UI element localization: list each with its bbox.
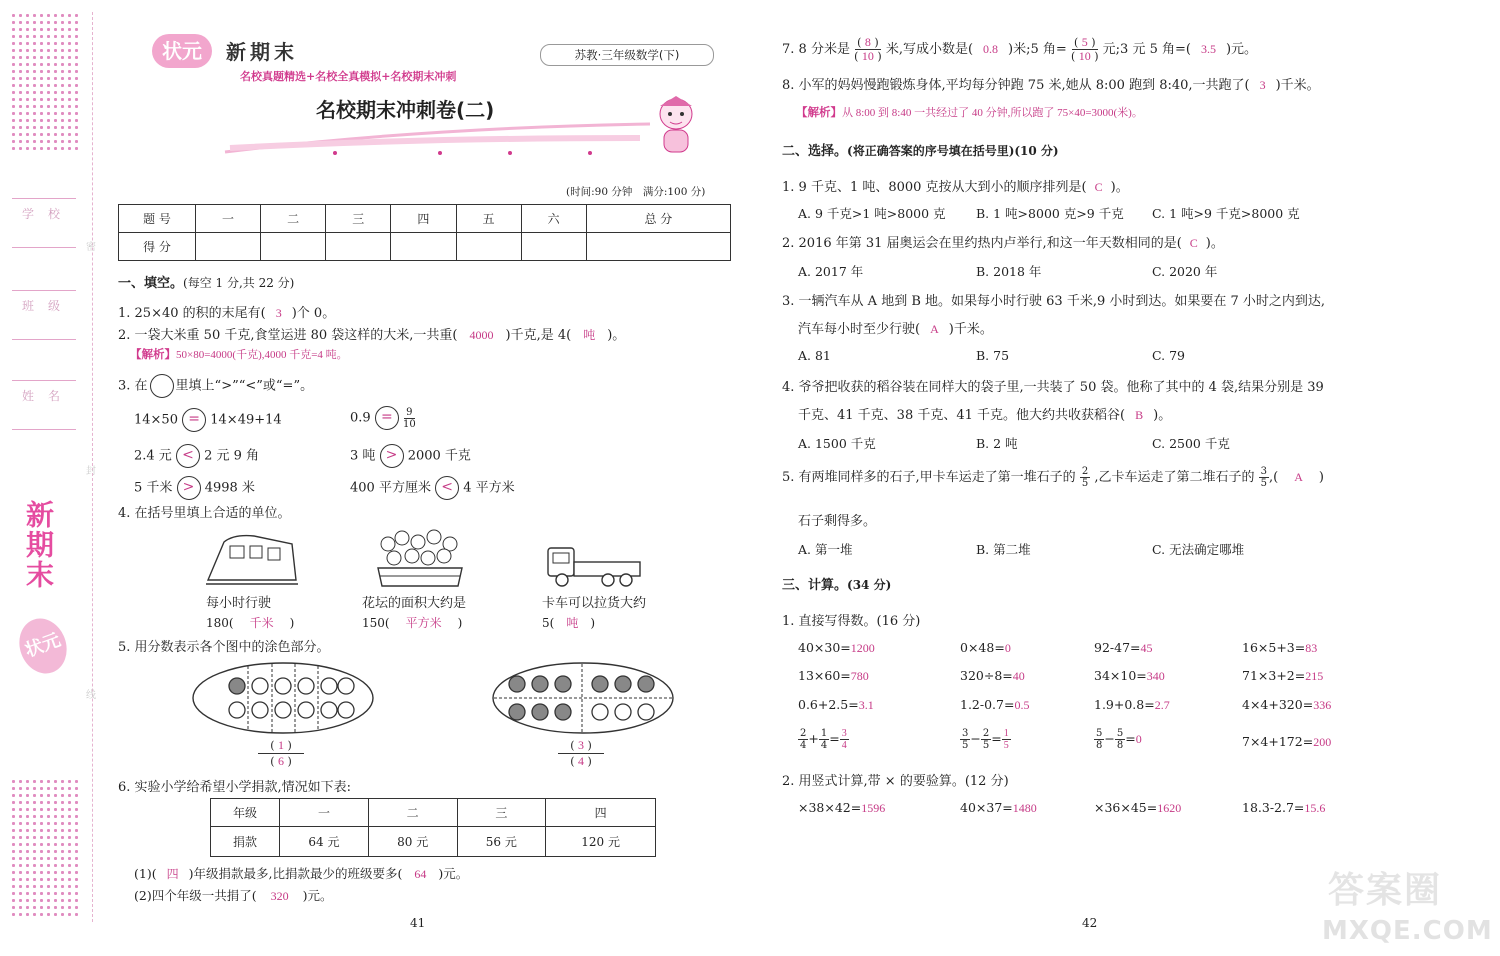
- calc-answer[interactable]: 1200: [850, 641, 875, 655]
- q1-2-mid: )千克,是 4(: [505, 328, 572, 343]
- q1-4: 4. 在括号里填上合适的单位。: [118, 506, 291, 521]
- choice-3-line1: 3. 一辆汽车从 A 地到 B 地。如果每小时行驶 63 千米,9 小时到达。如果要在 7 小时之内到达,: [782, 294, 1326, 309]
- fraction-denominator: 10: [402, 418, 416, 430]
- q4-tail-2: ): [457, 616, 463, 630]
- vertical-calc-1: [798, 800, 885, 816]
- score-cell[interactable]: [196, 233, 261, 261]
- q4-unit-1[interactable]: 千米: [249, 616, 274, 630]
- q4-tail-3: ): [590, 616, 596, 630]
- compare-1-right: 14×49+14: [210, 412, 282, 428]
- compare-6: [350, 476, 515, 500]
- choice-1-opt-b[interactable]: B. 1 吨>8000 克>9 千克: [976, 206, 1124, 221]
- q7-f1-num: 8: [864, 35, 871, 49]
- name-label: 姓名: [22, 389, 75, 403]
- calc-question: 92-47=: [1094, 640, 1141, 655]
- score-cell[interactable]: [456, 233, 521, 261]
- calc-part-2: 2. 用竖式计算,带 × 的要验算。(12 分): [782, 774, 1009, 789]
- q4-tail-1: ): [289, 616, 295, 630]
- compare-5: [134, 476, 255, 500]
- score-cell[interactable]: [586, 233, 730, 261]
- choice-4-answer[interactable]: B: [1135, 408, 1144, 422]
- calc-question: ×36×45=: [1094, 800, 1158, 815]
- calc-question: 34×10=: [1094, 668, 1147, 683]
- margin-dot-pattern-bottom: [10, 778, 82, 920]
- compare-2-fraction: [403, 407, 416, 430]
- score-header-4: 四: [391, 205, 456, 233]
- q8-answer[interactable]: 3: [1259, 78, 1266, 92]
- q1-2-tail: )。: [607, 328, 626, 343]
- choice-4-line2: [798, 404, 1171, 423]
- vertical-brand: 新期末: [22, 500, 55, 590]
- choice-4-opt-c[interactable]: C. 2500 千克: [1152, 436, 1230, 451]
- compare-5-right: 4998 米: [204, 480, 255, 496]
- choice-5-mid: ,乙卡车运走了第二堆石子的: [1094, 470, 1255, 485]
- q1-7: [782, 36, 1257, 63]
- calc-1-3: [1094, 640, 1153, 656]
- fraction: [981, 728, 991, 751]
- section-1-heading: 一、填空。: [118, 276, 184, 291]
- q1-2: [118, 324, 625, 343]
- score-header-0: 题 号: [119, 205, 196, 233]
- calc-answer[interactable]: 780: [850, 669, 869, 683]
- calc-frac-4: [1242, 734, 1331, 750]
- calc-2-2: [960, 668, 1025, 684]
- q1-3: [118, 374, 313, 398]
- choice-1-answer[interactable]: C: [1094, 180, 1103, 194]
- ellipse-figure-1: [190, 660, 376, 736]
- edition-badge: 苏教·三年级数学(下): [540, 44, 714, 66]
- section-3-title: [782, 574, 891, 593]
- q5-denominator-1: 6: [278, 754, 284, 768]
- calc-question: 7×4+172=: [1242, 734, 1314, 749]
- q4-caption-2: 花坛的面积大约是: [362, 596, 467, 611]
- truck-illustration: [544, 540, 644, 588]
- choice-1: [782, 176, 1129, 195]
- donation-header-3: 三: [457, 799, 546, 827]
- q7-f1-den: 10: [861, 49, 874, 63]
- q1-1-text: 1. 25×40 的积的末尾有(: [118, 306, 266, 321]
- compare-4-circle[interactable]: >: [380, 444, 404, 468]
- q6-1-answer-2[interactable]: 64: [414, 867, 427, 881]
- q7-mid1: 米,写成小数是(: [885, 42, 974, 57]
- q5-numerator-2: 3: [578, 738, 584, 752]
- donation-value-1: 64 元: [280, 827, 369, 857]
- choice-1-text: 1. 9 千克、1 吨、8000 克按从大到小的顺序排列是(: [782, 180, 1087, 195]
- q1-2-analysis-text: 50×80=4000(千克),4000 千克=4 吨。: [176, 349, 348, 361]
- section-2-heading: 二、选择。: [782, 144, 848, 159]
- q4-value-1: 180(: [206, 616, 234, 630]
- calc-1-4: [1242, 640, 1317, 656]
- q1-1: [118, 302, 335, 321]
- fraction-denominator: 8: [1116, 740, 1124, 751]
- watermark-logo: 答案圈: [1328, 870, 1443, 911]
- name-field[interactable]: [12, 380, 76, 430]
- compare-3-left: 2.4 元: [134, 448, 172, 464]
- cut-mark-2: 封: [86, 466, 96, 477]
- q7-pre: 7. 8 分米是: [782, 42, 850, 57]
- page-title: 名校期末冲刺卷(二): [316, 98, 495, 122]
- fraction: [1094, 728, 1104, 751]
- class-label: 班级: [22, 299, 75, 313]
- calc-answer[interactable]: 0.5: [1014, 698, 1030, 712]
- header-logo: 状元: [152, 34, 212, 68]
- calc-2-3: [1094, 668, 1165, 684]
- fraction-denominator: 4: [841, 740, 847, 751]
- fraction-numerator: 9: [406, 406, 413, 418]
- fraction-denominator: 5: [962, 740, 969, 751]
- q8-tail: )千米。: [1275, 78, 1320, 93]
- q1-2-analysis: [130, 346, 348, 362]
- calc-answer[interactable]: 83: [1305, 641, 1318, 655]
- q5-denominator-2: 4: [578, 754, 584, 768]
- mascot-illustration: [648, 94, 704, 158]
- fraction-numerator: 5: [1096, 728, 1103, 739]
- fraction-numerator: 3: [841, 728, 847, 739]
- fraction-numerator: 2: [800, 728, 807, 739]
- ellipse-figure-2: [490, 660, 676, 736]
- calc-2-1: [798, 668, 869, 684]
- class-field[interactable]: [12, 290, 76, 340]
- q1-3-text: 3. 在: [118, 378, 148, 394]
- q4-answer-2: [362, 614, 462, 631]
- calc-answer[interactable]: 340: [1146, 669, 1165, 683]
- calc-3-3: [1094, 697, 1170, 713]
- compare-1: [134, 408, 282, 432]
- donation-row-label: 捐款: [211, 827, 280, 857]
- section-3-sub: (34 分): [847, 578, 892, 592]
- section-2-title: [782, 140, 1059, 159]
- flowerbed-illustration: [372, 528, 468, 590]
- q1-5: 5. 用分数表示各个图中的涂色部分。: [118, 640, 330, 655]
- q1-6: 6. 实验小学给希望小学捐款,情况如下表:: [118, 780, 352, 795]
- choice-4-line1: 4. 爷爷把收获的稻谷装在同样大的袋子里,一共装了 50 袋。他称了其中的 4 袋,结果分别是 39: [782, 380, 1324, 395]
- choice-5-opt-c[interactable]: C. 无法确定哪堆: [1152, 542, 1245, 557]
- q5-numerator-1: 1: [278, 738, 284, 752]
- calc-frac-1: $\frac{2}{4}$ + $\frac{1}{4}$ = $\frac{3}{4}$: [800, 728, 847, 751]
- q4-caption-3: 卡车可以拉货大约: [542, 596, 647, 611]
- donation-header-1: 一: [280, 799, 369, 827]
- fraction: [798, 728, 808, 751]
- donation-value-2: 80 元: [368, 827, 457, 857]
- q6-1-tail: )元。: [438, 866, 469, 881]
- q7-fraction-2[interactable]: $\frac{( 5 )}{( 10 )}$: [1070, 35, 1099, 63]
- score-header-2: 二: [261, 205, 326, 233]
- score-header-3: 三: [326, 205, 391, 233]
- q8-analysis-text: 从 8:00 到 8:40 一共经过了 40 分钟,所以跑了 75×40=3000(米)。: [842, 107, 1143, 119]
- fraction-denominator: 5: [982, 740, 990, 751]
- q7-tail: )元。: [1225, 42, 1258, 57]
- choice-5-opt-a[interactable]: A. 第一堆: [798, 542, 853, 557]
- choice-2: [782, 232, 1224, 251]
- choice-2-opt-c[interactable]: C. 2020 年: [1152, 264, 1218, 279]
- calc-answer[interactable]: 1596: [861, 801, 886, 815]
- calc-frac-3: $\frac{5}{8}$ − $\frac{5}{8}$ =0: [1096, 728, 1142, 751]
- train-illustration: [204, 530, 300, 588]
- choice-5-fraction-2: [1259, 466, 1269, 489]
- compare-5-circle[interactable]: >: [177, 476, 201, 500]
- choice-3-opt-b[interactable]: B. 75: [976, 348, 1010, 363]
- q8-text: 8. 小军的妈妈慢跑锻炼身体,平均每分钟跑 75 米,她从 8:00 跑到 8:40,一共跑了(: [782, 78, 1250, 93]
- q6-2-text: (2)四个年级一共捐了(: [134, 888, 257, 903]
- score-cell[interactable]: [521, 233, 586, 261]
- q1-2-answer-1[interactable]: 4000: [469, 328, 494, 342]
- compare-3: [134, 444, 259, 468]
- calc-question: 0×48=: [960, 640, 1005, 655]
- choice-5-fraction-1: [1080, 466, 1090, 489]
- donation-value-4: 120 元: [546, 827, 656, 857]
- calc-answer[interactable]: 1480: [1012, 801, 1037, 815]
- choice-1-opt-a[interactable]: A. 9 千克>1 吨>8000 克: [798, 206, 946, 221]
- compare-6-circle[interactable]: <: [435, 476, 459, 500]
- calc-answer[interactable]: 200: [1313, 735, 1332, 749]
- fraction: [1115, 728, 1125, 751]
- calc-question: 18.3-2.7=: [1242, 800, 1305, 815]
- calc-answer[interactable]: 3.1: [858, 698, 874, 712]
- score-cell[interactable]: [261, 233, 326, 261]
- q7-f2-num: 5: [1081, 35, 1088, 49]
- q7-mid2: )米;5 角=: [1008, 42, 1067, 57]
- q4-caption-1: 每小时行驶: [206, 596, 272, 611]
- watermark-url: MXQE.COM: [1322, 916, 1493, 946]
- q4-value-2: 150(: [362, 616, 390, 630]
- choice-2-answer[interactable]: C: [1189, 236, 1198, 250]
- q6-1-mid: )年级捐款最多,比捐款最少的班级要多(: [188, 866, 403, 881]
- choice-5-line1: 5. 有两堆同样多的石子,甲卡车运走了第一堆石子的 $\frac{2}{5}$ ,乙卡车运走了第二堆石子的 $\frac{3}{5}$ ,( A ): [782, 466, 1324, 489]
- time-info: (时间:90 分钟 满分:100 分): [566, 186, 706, 198]
- section-3-heading: 三、计算。: [782, 578, 848, 593]
- calc-answer[interactable]: [840, 728, 849, 751]
- calc-answer[interactable]: 0: [1135, 732, 1142, 746]
- calc-question: 71×3+2=: [1242, 668, 1306, 683]
- calc-question: 40×30=: [798, 640, 851, 655]
- q4-answer-3: [542, 614, 595, 631]
- fraction-numerator: 1: [1003, 728, 1009, 739]
- school-label: 学校: [22, 207, 75, 221]
- compare-5-left: 5 千米: [134, 480, 173, 496]
- choice-5-text: 5. 有两堆同样多的石子,甲卡车运走了第一堆石子的: [782, 470, 1076, 485]
- calc-frac-2: $\frac{3}{5}$ − $\frac{2}{5}$ = $\frac{1}{5}$: [962, 728, 1009, 751]
- page-number-right: 42: [1082, 916, 1098, 930]
- q6-2-answer[interactable]: 320: [270, 889, 289, 903]
- cut-mark-3: 线: [86, 690, 96, 701]
- q6-1-answer[interactable]: 四: [166, 867, 179, 881]
- fraction-numerator: 2: [1081, 466, 1089, 477]
- q1-3-tail: 里填上“>”“<”或“=”。: [175, 378, 314, 394]
- fraction: [960, 728, 970, 751]
- calc-question: 40×37=: [960, 800, 1013, 815]
- compare-3-circle[interactable]: <: [176, 444, 200, 468]
- fraction-numerator: 3: [962, 728, 969, 739]
- header-tagline: 名校真题精选+名校全真模拟+名校期末冲刺: [240, 70, 457, 83]
- q6-2: [134, 886, 332, 904]
- q7-fraction-1[interactable]: $\frac{( 8 )}{( 10 )}$: [854, 35, 882, 63]
- choice-4-opt-a[interactable]: A. 1500 千克: [798, 436, 876, 451]
- calc-answer[interactable]: [1002, 728, 1011, 751]
- compare-4-left: 3 吨: [350, 448, 376, 464]
- page-number-left: 41: [410, 916, 426, 930]
- choice-2-tail: )。: [1205, 236, 1224, 251]
- calc-answer[interactable]: 40: [1012, 669, 1025, 683]
- choice-4-opt-b[interactable]: B. 2 吨: [976, 436, 1018, 451]
- score-header-6: 六: [521, 205, 586, 233]
- calc-question: 4×4+320=: [1242, 697, 1314, 712]
- calc-answer[interactable]: 336: [1313, 698, 1332, 712]
- q5-answer-1[interactable]: ( 1 ) ( 6 ): [258, 738, 304, 769]
- calc-question: 16×5+3=: [1242, 640, 1306, 655]
- header-brand: 新期末: [226, 40, 298, 64]
- choice-2-text: 2. 2016 年第 31 届奥运会在里约热内卢举行,和这一年天数相同的是(: [782, 236, 1182, 251]
- choice-1-tail: )。: [1110, 180, 1129, 195]
- section-2-sub: (将正确答案的序号填在括号里)(10 分): [847, 144, 1059, 158]
- choice-3-tail: )千米。: [948, 322, 993, 337]
- q1-1-tail: )个 0。: [291, 306, 336, 321]
- calc-question: 13×60=: [798, 668, 851, 683]
- choice-3-text: 汽车每小时至少行驶(: [798, 322, 921, 337]
- choice-4-tail: )。: [1153, 408, 1172, 423]
- calc-1-2: [960, 640, 1011, 656]
- fraction: [819, 728, 829, 751]
- choice-3-opt-a[interactable]: A. 81: [798, 348, 831, 363]
- fraction-numerator: 5: [1116, 728, 1124, 739]
- compare-6-right: 4 平方米: [463, 480, 515, 496]
- q1-8: [782, 74, 1320, 93]
- side-logo: 状元: [12, 612, 74, 680]
- fraction-denominator: 5: [1260, 478, 1267, 489]
- q7-f2-den: 10: [1078, 49, 1091, 63]
- donation-value-3: 56 元: [457, 827, 546, 857]
- q7-answer-2[interactable]: 3.5: [1200, 42, 1216, 56]
- calc-answer[interactable]: 0: [1004, 641, 1011, 655]
- q8-analysis: [796, 104, 1143, 120]
- q4-unit-2[interactable]: 平方米: [405, 616, 442, 630]
- q7-mid3: 元;3 元 5 角=(: [1102, 42, 1191, 57]
- q4-answer-1: [206, 614, 294, 631]
- donation-table: [210, 798, 656, 857]
- compare-3-right: 2 元 9 角: [204, 448, 260, 464]
- fraction-denominator: 8: [1096, 740, 1103, 751]
- choice-5-line2: 石子剩得多。: [798, 514, 877, 529]
- calc-answer[interactable]: 1620: [1157, 801, 1182, 815]
- calc-part-1: 1. 直接写得数。(16 分): [782, 614, 921, 629]
- compare-6-left: 400 平方厘米: [350, 480, 431, 496]
- calc-2-4: [1242, 668, 1323, 684]
- calc-1-1: [798, 640, 875, 656]
- margin-dot-pattern-top: [10, 12, 82, 154]
- score-cell[interactable]: [326, 233, 391, 261]
- q6-1: [134, 864, 468, 882]
- vertical-calc-3: [1094, 800, 1181, 816]
- compare-1-circle[interactable]: =: [182, 408, 206, 432]
- analysis-label: 【解析】: [796, 105, 842, 119]
- choice-2-opt-b[interactable]: B. 2018 年: [976, 264, 1042, 279]
- vertical-calc-2: [960, 800, 1037, 816]
- school-field[interactable]: [12, 198, 76, 248]
- calc-question: 0.6+2.5=: [798, 697, 859, 712]
- choice-5-answer[interactable]: A: [1294, 470, 1303, 484]
- fraction-denominator: 4: [800, 740, 807, 751]
- section-1-sub: (每空 1 分,共 22 分): [183, 276, 295, 290]
- q6-2-tail: )元。: [302, 888, 333, 903]
- compare-4-right: 2000 千克: [407, 448, 471, 464]
- fraction-numerator: 3: [1260, 466, 1267, 477]
- fraction-denominator: 4: [820, 740, 828, 751]
- header-swoosh: [220, 118, 660, 158]
- q1-1-answer[interactable]: 3: [275, 306, 282, 320]
- analysis-label: 【解析】: [130, 347, 176, 361]
- compare-4: [350, 444, 471, 468]
- calc-3-4: [1242, 697, 1331, 713]
- score-header-7: 总 分: [586, 205, 730, 233]
- q5-answer-2[interactable]: ( 3 ) ( 4 ): [558, 738, 604, 769]
- compare-1-left: 14×50: [134, 412, 178, 428]
- vertical-calc-4: [1242, 800, 1325, 816]
- donation-header-2: 二: [368, 799, 457, 827]
- donation-header-0: 年级: [211, 799, 280, 827]
- fraction-numerator: 1: [820, 728, 828, 739]
- calc-3-1: [798, 697, 874, 713]
- fraction-numerator: 2: [982, 728, 990, 739]
- q1-2-answer-2[interactable]: 吨: [583, 328, 596, 342]
- score-cell[interactable]: [391, 233, 456, 261]
- q6-1-text: (1)(: [134, 866, 157, 881]
- choice-2-opt-a[interactable]: A. 2017 年: [798, 264, 864, 279]
- q4-unit-3[interactable]: 吨: [566, 616, 579, 630]
- cut-mark-1: 密: [86, 242, 96, 253]
- calc-question: 1.9+0.8=: [1094, 697, 1155, 712]
- score-table: [118, 204, 731, 261]
- q7-answer-1[interactable]: 0.8: [983, 42, 999, 56]
- choice-1-opt-c[interactable]: C. 1 吨>9 千克>8000 克: [1152, 206, 1300, 221]
- calc-answer[interactable]: 15.6: [1304, 801, 1326, 815]
- compare-2-left: 0.9: [350, 410, 371, 426]
- q1-2-text: 2. 一袋大米重 50 千克,食堂运进 80 袋这样的大米,一共重(: [118, 328, 458, 343]
- calc-answer[interactable]: 215: [1305, 669, 1324, 683]
- calc-3-2: [960, 697, 1029, 713]
- score-row-label: 得 分: [119, 233, 196, 261]
- calc-answer[interactable]: 45: [1140, 641, 1153, 655]
- choice-5-opt-b[interactable]: B. 第二堆: [976, 542, 1031, 557]
- choice-4-text: 千克、41 千克、38 千克、41 千克。他大约共收获稻谷(: [798, 408, 1126, 423]
- score-header-1: 一: [196, 205, 261, 233]
- calc-question: 1.2-0.7=: [960, 697, 1015, 712]
- score-header-5: 五: [456, 205, 521, 233]
- circle-placeholder-icon: [150, 374, 174, 398]
- calc-question: 320÷8=: [960, 668, 1013, 683]
- q4-value-3: 5(: [542, 616, 555, 630]
- compare-2-circle[interactable]: =: [375, 406, 399, 430]
- choice-3-opt-c[interactable]: C. 79: [1152, 348, 1185, 363]
- choice-3-answer[interactable]: A: [930, 322, 939, 336]
- donation-header-4: 四: [546, 799, 656, 827]
- section-1-title: [118, 272, 294, 291]
- compare-2: [350, 406, 416, 430]
- fraction-denominator: 5: [1003, 740, 1009, 751]
- fraction-denominator: 5: [1081, 478, 1089, 489]
- calc-answer[interactable]: 2.7: [1154, 698, 1170, 712]
- calc-question: ×38×42=: [798, 800, 862, 815]
- choice-3-line2: [798, 318, 993, 337]
